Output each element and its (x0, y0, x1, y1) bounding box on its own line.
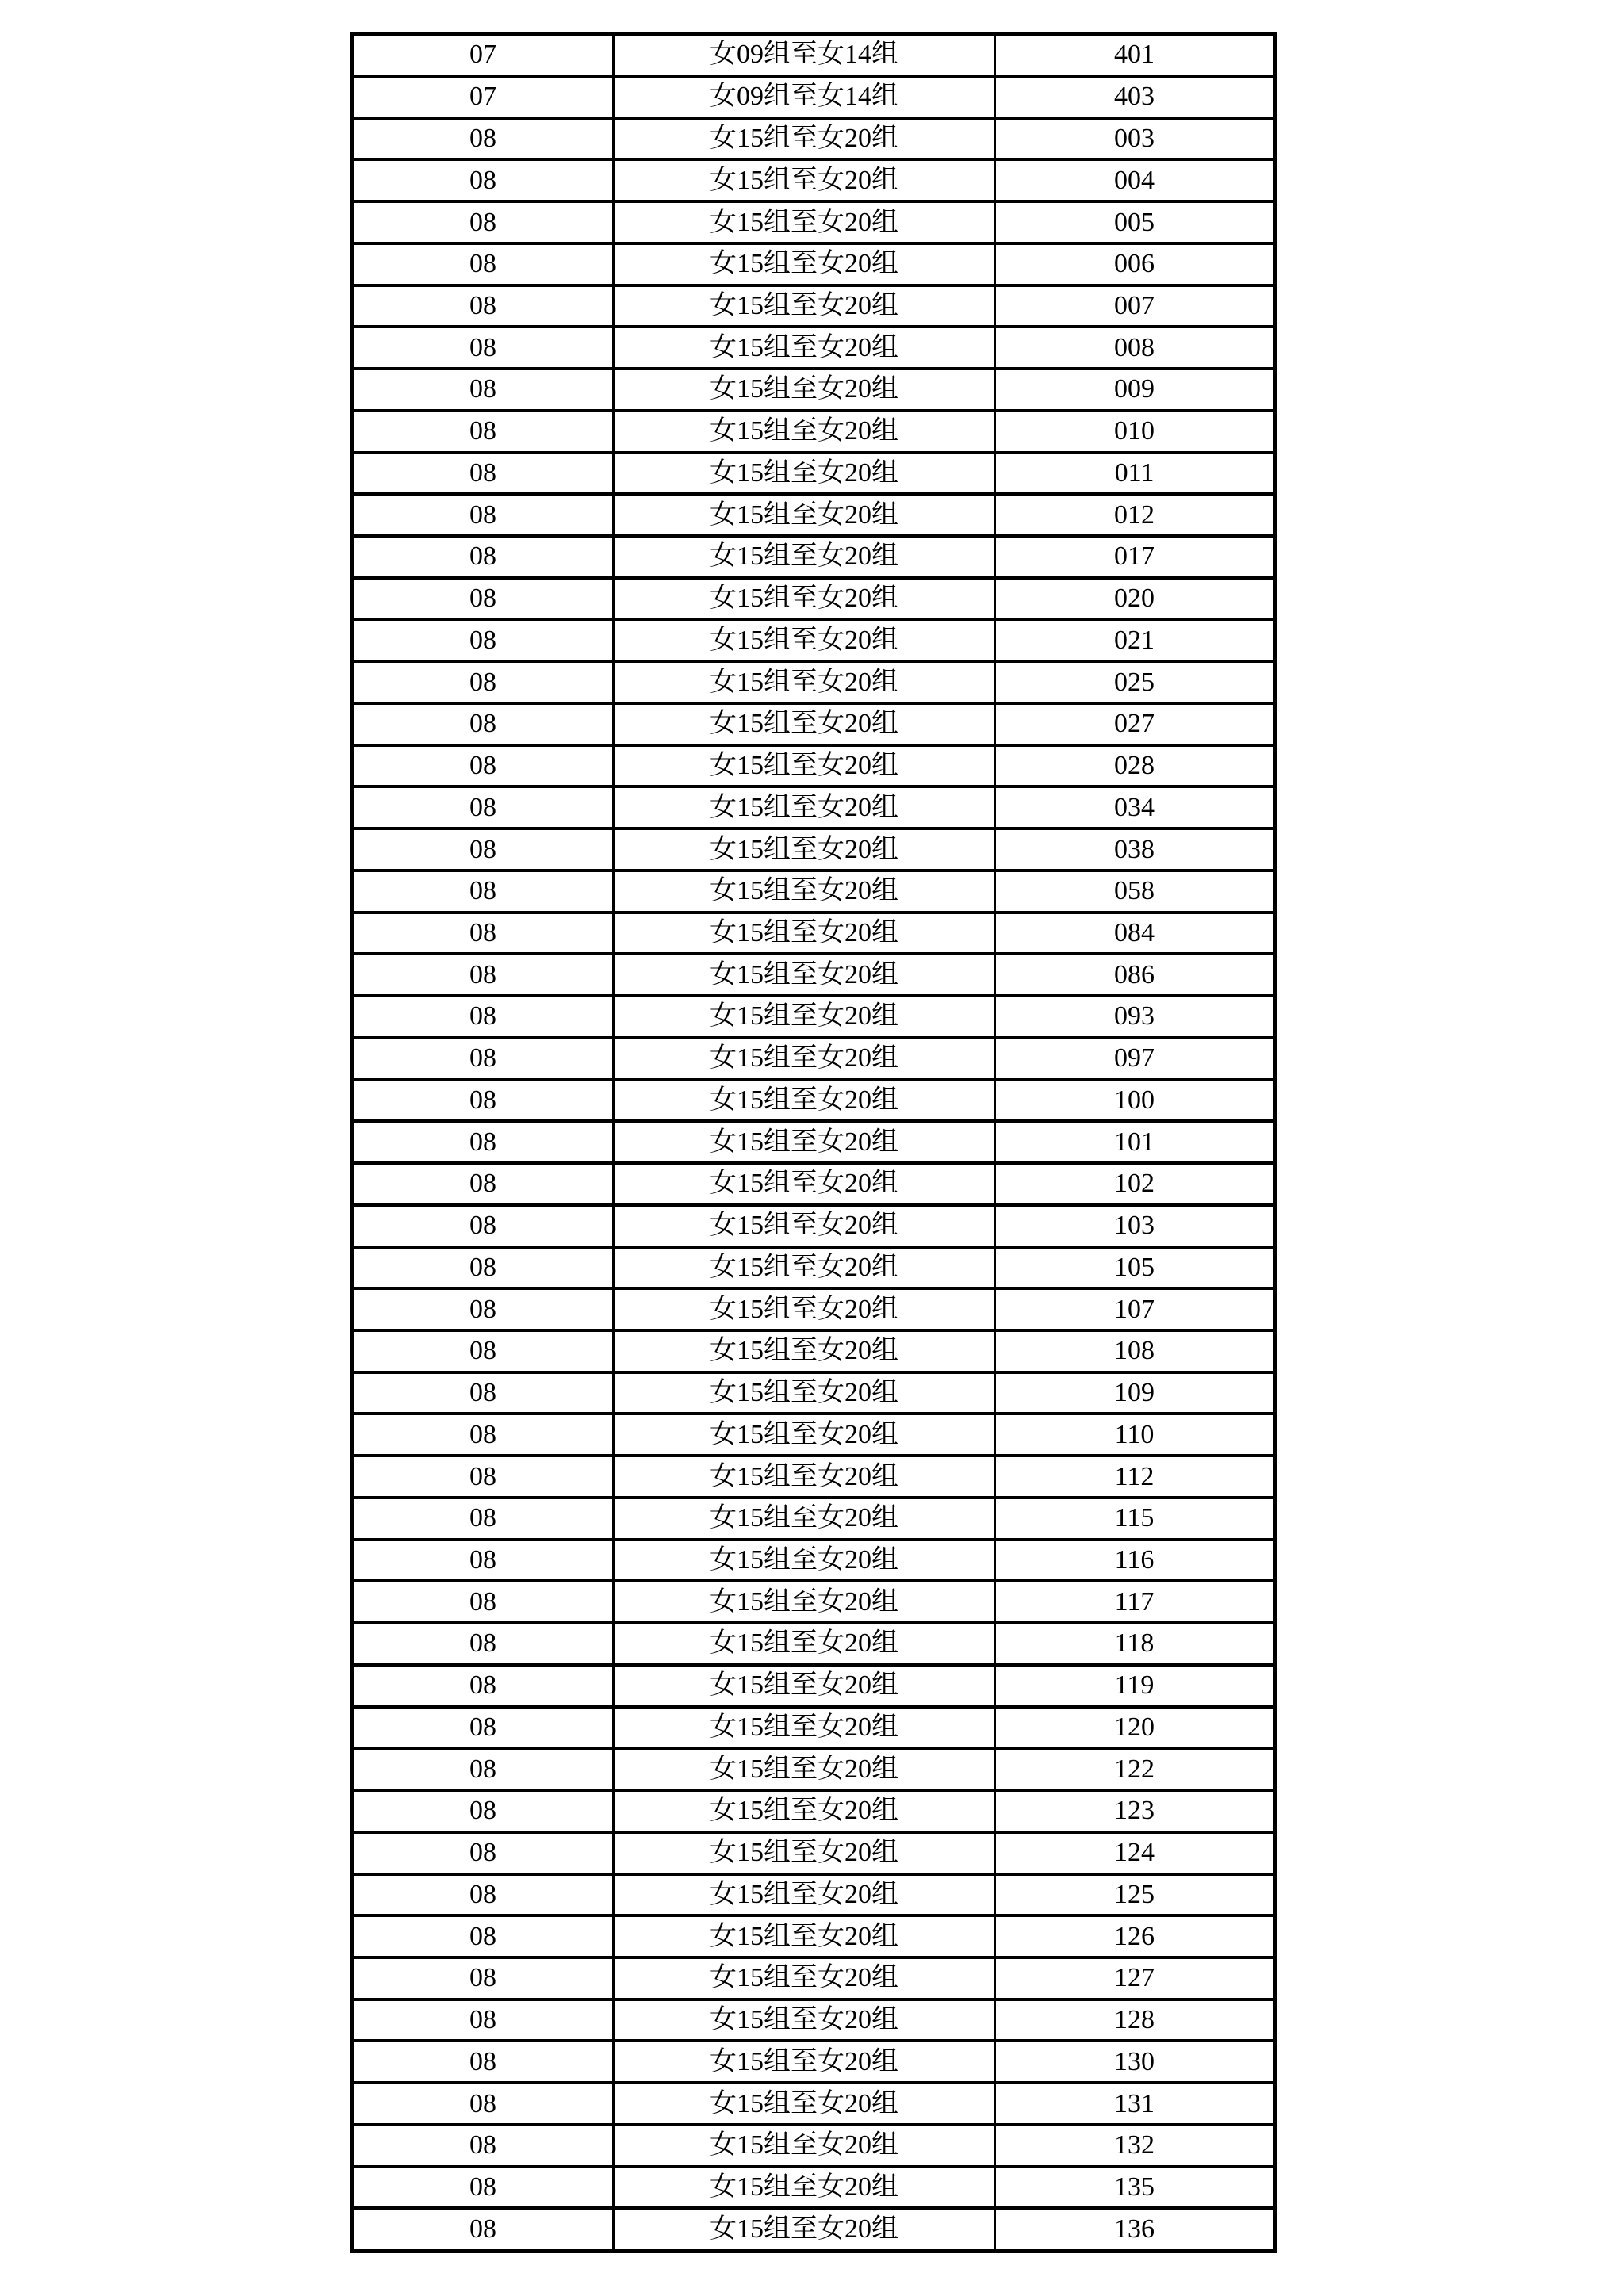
table-cell-group: 女15组至女20组 (614, 327, 995, 369)
table-cell-code: 08 (352, 1874, 614, 1916)
table-cell-number: 025 (995, 661, 1275, 703)
table-cell-code: 08 (352, 1498, 614, 1540)
table-cell-code: 08 (352, 1999, 614, 2042)
table-cell-number: 119 (995, 1665, 1275, 1707)
table-row (352, 1080, 1275, 1122)
table-row (352, 243, 1275, 285)
table-cell-group: 女15组至女20组 (614, 828, 995, 871)
table-cell-code: 08 (352, 913, 614, 955)
table-cell-group: 女09组至女14组 (614, 34, 995, 76)
table-cell-number: 130 (995, 2041, 1275, 2083)
table-row (352, 745, 1275, 787)
table-cell-code: 08 (352, 159, 614, 201)
table-cell-group: 女15组至女20组 (614, 2125, 995, 2167)
table-cell-number: 110 (995, 1414, 1275, 1456)
table-cell-code: 08 (352, 828, 614, 871)
table-cell-code: 08 (352, 1038, 614, 1080)
table-cell-number: 115 (995, 1498, 1275, 1540)
table-cell-group: 女15组至女20组 (614, 661, 995, 703)
table-cell-number: 105 (995, 1247, 1275, 1289)
table-cell-group: 女09组至女14组 (614, 76, 995, 118)
table-row (352, 578, 1275, 620)
table-row (352, 411, 1275, 453)
table-cell-code: 08 (352, 703, 614, 745)
table-cell-number: 118 (995, 1623, 1275, 1665)
table-cell-code: 08 (352, 786, 614, 828)
table-cell-number: 020 (995, 578, 1275, 620)
table-cell-code: 08 (352, 661, 614, 703)
table-cell-code: 08 (352, 1414, 614, 1456)
table-cell-code: 08 (352, 1623, 614, 1665)
table-row (352, 2167, 1275, 2209)
table-cell-number: 011 (995, 453, 1275, 495)
table-row (352, 828, 1275, 871)
table-cell-code: 08 (352, 1205, 614, 1247)
table-cell-group: 女15组至女20组 (614, 1414, 995, 1456)
table-cell-group: 女15组至女20组 (614, 871, 995, 913)
table-row (352, 619, 1275, 661)
table-row (352, 1163, 1275, 1205)
table-row (352, 1665, 1275, 1707)
table-cell-group: 女15组至女20组 (614, 578, 995, 620)
table-cell-code: 08 (352, 1748, 614, 1790)
table-row (352, 1247, 1275, 1289)
table-cell-code: 08 (352, 1372, 614, 1414)
table-cell-group: 女15组至女20组 (614, 1999, 995, 2042)
table-cell-number: 009 (995, 369, 1275, 411)
table-row (352, 369, 1275, 411)
table-cell-group: 女15组至女20组 (614, 1498, 995, 1540)
table-cell-code: 08 (352, 201, 614, 243)
table-cell-group: 女15组至女20组 (614, 1330, 995, 1372)
table-cell-number: 005 (995, 201, 1275, 243)
table-row (352, 1581, 1275, 1623)
table-cell-group: 女15组至女20组 (614, 453, 995, 495)
table-cell-code: 08 (352, 578, 614, 620)
table-cell-code: 08 (352, 369, 614, 411)
table-cell-code: 08 (352, 327, 614, 369)
table-cell-code: 08 (352, 118, 614, 160)
table-cell-code: 07 (352, 76, 614, 118)
table-row (352, 201, 1275, 243)
table-cell-group: 女15组至女20组 (614, 1957, 995, 1999)
table-cell-group: 女15组至女20组 (614, 1372, 995, 1414)
table-cell-code: 08 (352, 1915, 614, 1957)
table-cell-number: 006 (995, 243, 1275, 285)
table-cell-number: 027 (995, 703, 1275, 745)
table-cell-code: 08 (352, 243, 614, 285)
table-row (352, 285, 1275, 327)
table-row (352, 1038, 1275, 1080)
table-row (352, 1456, 1275, 1498)
table-cell-code: 08 (352, 1707, 614, 1749)
table-cell-number: 107 (995, 1288, 1275, 1330)
table-cell-group: 女15组至女20组 (614, 1790, 995, 1832)
table-cell-code: 08 (352, 494, 614, 536)
table-row (352, 34, 1275, 76)
table-cell-number: 100 (995, 1080, 1275, 1122)
table-cell-group: 女15组至女20组 (614, 786, 995, 828)
table-cell-number: 122 (995, 1748, 1275, 1790)
table-cell-group: 女15组至女20组 (614, 1121, 995, 1163)
table-cell-number: 003 (995, 118, 1275, 160)
table-cell-number: 108 (995, 1330, 1275, 1372)
table-cell-group: 女15组至女20组 (614, 1832, 995, 1874)
table-cell-group: 女15组至女20组 (614, 243, 995, 285)
table-cell-number: 124 (995, 1832, 1275, 1874)
table-cell-code: 08 (352, 1080, 614, 1122)
table-cell-group: 女15组至女20组 (614, 118, 995, 160)
table-cell-code: 08 (352, 1665, 614, 1707)
table-row (352, 1915, 1275, 1957)
table-cell-number: 109 (995, 1372, 1275, 1414)
table-cell-number: 127 (995, 1957, 1275, 1999)
table-row (352, 1874, 1275, 1916)
table-row (352, 1498, 1275, 1540)
table-row (352, 159, 1275, 201)
table-cell-number: 403 (995, 76, 1275, 118)
table-cell-group: 女15组至女20组 (614, 954, 995, 996)
table-row (352, 1623, 1275, 1665)
table-cell-number: 120 (995, 1707, 1275, 1749)
table-cell-number: 004 (995, 159, 1275, 201)
table-row (352, 453, 1275, 495)
table-cell-group: 女15组至女20组 (614, 1456, 995, 1498)
table-cell-group: 女15组至女20组 (614, 745, 995, 787)
table-row (352, 913, 1275, 955)
table-cell-number: 123 (995, 1790, 1275, 1832)
table-cell-number: 084 (995, 913, 1275, 955)
table-cell-group: 女15组至女20组 (614, 913, 995, 955)
table-row (352, 1205, 1275, 1247)
table-row (352, 954, 1275, 996)
table-cell-number: 401 (995, 34, 1275, 76)
table-cell-number: 112 (995, 1456, 1275, 1498)
table-cell-group: 女15组至女20组 (614, 285, 995, 327)
table-cell-group: 女15组至女20组 (614, 1581, 995, 1623)
table-cell-group: 女15组至女20组 (614, 2167, 995, 2209)
table-cell-number: 028 (995, 745, 1275, 787)
table-cell-number: 132 (995, 2125, 1275, 2167)
table-cell-number: 131 (995, 2083, 1275, 2125)
table-cell-group: 女15组至女20组 (614, 536, 995, 578)
table-cell-code: 08 (352, 1581, 614, 1623)
table-cell-code: 08 (352, 453, 614, 495)
table-cell-group: 女15组至女20组 (614, 2083, 995, 2125)
table-cell-code: 08 (352, 536, 614, 578)
table-cell-group: 女15组至女20组 (614, 159, 995, 201)
table-row (352, 1957, 1275, 1999)
table-cell-code: 08 (352, 2125, 614, 2167)
table-cell-group: 女15组至女20组 (614, 1205, 995, 1247)
group-assignment-table (350, 32, 1277, 2253)
table-cell-code: 08 (352, 1832, 614, 1874)
table-cell-number: 010 (995, 411, 1275, 453)
table-cell-number: 125 (995, 1874, 1275, 1916)
table-row (352, 661, 1275, 703)
table-row (352, 703, 1275, 745)
table-cell-code: 07 (352, 34, 614, 76)
table-row (352, 327, 1275, 369)
table-cell-number: 034 (995, 786, 1275, 828)
table-cell-code: 08 (352, 954, 614, 996)
table-row (352, 1288, 1275, 1330)
table-cell-number: 021 (995, 619, 1275, 661)
table-row (352, 996, 1275, 1038)
table-row (352, 494, 1275, 536)
table-cell-group: 女15组至女20组 (614, 411, 995, 453)
table-row (352, 786, 1275, 828)
table-cell-group: 女15组至女20组 (614, 1748, 995, 1790)
table-cell-code: 08 (352, 745, 614, 787)
table-cell-code: 08 (352, 2041, 614, 2083)
table-row (352, 1748, 1275, 1790)
table-cell-number: 012 (995, 494, 1275, 536)
table-cell-group: 女15组至女20组 (614, 1163, 995, 1205)
table-row (352, 76, 1275, 118)
table-cell-number: 097 (995, 1038, 1275, 1080)
table-row (352, 1372, 1275, 1414)
table-cell-number: 116 (995, 1540, 1275, 1582)
table-cell-number: 117 (995, 1581, 1275, 1623)
table-row (352, 1790, 1275, 1832)
table-cell-code: 08 (352, 1247, 614, 1289)
table-cell-number: 102 (995, 1163, 1275, 1205)
table-row (352, 1832, 1275, 1874)
table-cell-code: 08 (352, 411, 614, 453)
table-cell-code: 08 (352, 1163, 614, 1205)
table-row (352, 871, 1275, 913)
table-cell-code: 08 (352, 1790, 614, 1832)
table-cell-group: 女15组至女20组 (614, 1915, 995, 1957)
table-cell-group: 女15组至女20组 (614, 2041, 995, 2083)
table-cell-number: 103 (995, 1205, 1275, 1247)
table-cell-number: 058 (995, 871, 1275, 913)
table-cell-group: 女15组至女20组 (614, 1540, 995, 1582)
table-row (352, 2041, 1275, 2083)
table-cell-code: 08 (352, 871, 614, 913)
table-cell-number: 136 (995, 2208, 1275, 2251)
table-cell-number: 126 (995, 1915, 1275, 1957)
table-cell-group: 女15组至女20组 (614, 369, 995, 411)
table-cell-number: 135 (995, 2167, 1275, 2209)
table-cell-group: 女15组至女20组 (614, 1247, 995, 1289)
table-row (352, 2125, 1275, 2167)
table-cell-code: 08 (352, 1456, 614, 1498)
table-cell-number: 101 (995, 1121, 1275, 1163)
table-cell-number: 086 (995, 954, 1275, 996)
table-cell-number: 128 (995, 1999, 1275, 2042)
table-cell-code: 08 (352, 996, 614, 1038)
table-cell-code: 08 (352, 1540, 614, 1582)
table-row (352, 1330, 1275, 1372)
table-cell-code: 08 (352, 2208, 614, 2251)
table-row (352, 1999, 1275, 2042)
table-cell-code: 08 (352, 2167, 614, 2209)
table-cell-code: 08 (352, 619, 614, 661)
table-cell-group: 女15组至女20组 (614, 1080, 995, 1122)
table-row (352, 1707, 1275, 1749)
table-cell-group: 女15组至女20组 (614, 619, 995, 661)
table-row (352, 1414, 1275, 1456)
table-cell-number: 008 (995, 327, 1275, 369)
table-cell-group: 女15组至女20组 (614, 2208, 995, 2251)
table-cell-number: 007 (995, 285, 1275, 327)
table-row (352, 536, 1275, 578)
table-cell-number: 038 (995, 828, 1275, 871)
table-cell-group: 女15组至女20组 (614, 1874, 995, 1916)
table-cell-group: 女15组至女20组 (614, 996, 995, 1038)
table-cell-code: 08 (352, 2083, 614, 2125)
table-cell-group: 女15组至女20组 (614, 703, 995, 745)
table-cell-code: 08 (352, 1288, 614, 1330)
table-row (352, 1121, 1275, 1163)
table-row (352, 2208, 1275, 2251)
table-cell-group: 女15组至女20组 (614, 201, 995, 243)
table-cell-group: 女15组至女20组 (614, 1623, 995, 1665)
table-cell-code: 08 (352, 1957, 614, 1999)
table-cell-code: 08 (352, 1121, 614, 1163)
table-body (352, 34, 1275, 2252)
table-row (352, 1540, 1275, 1582)
table-cell-number: 093 (995, 996, 1275, 1038)
table-cell-code: 08 (352, 1330, 614, 1372)
table-row (352, 2083, 1275, 2125)
table-cell-number: 017 (995, 536, 1275, 578)
table-cell-group: 女15组至女20组 (614, 1707, 995, 1749)
table-row (352, 118, 1275, 160)
table-cell-code: 08 (352, 285, 614, 327)
table-cell-group: 女15组至女20组 (614, 1665, 995, 1707)
table-cell-group: 女15组至女20组 (614, 494, 995, 536)
table-cell-group: 女15组至女20组 (614, 1288, 995, 1330)
table-cell-group: 女15组至女20组 (614, 1038, 995, 1080)
